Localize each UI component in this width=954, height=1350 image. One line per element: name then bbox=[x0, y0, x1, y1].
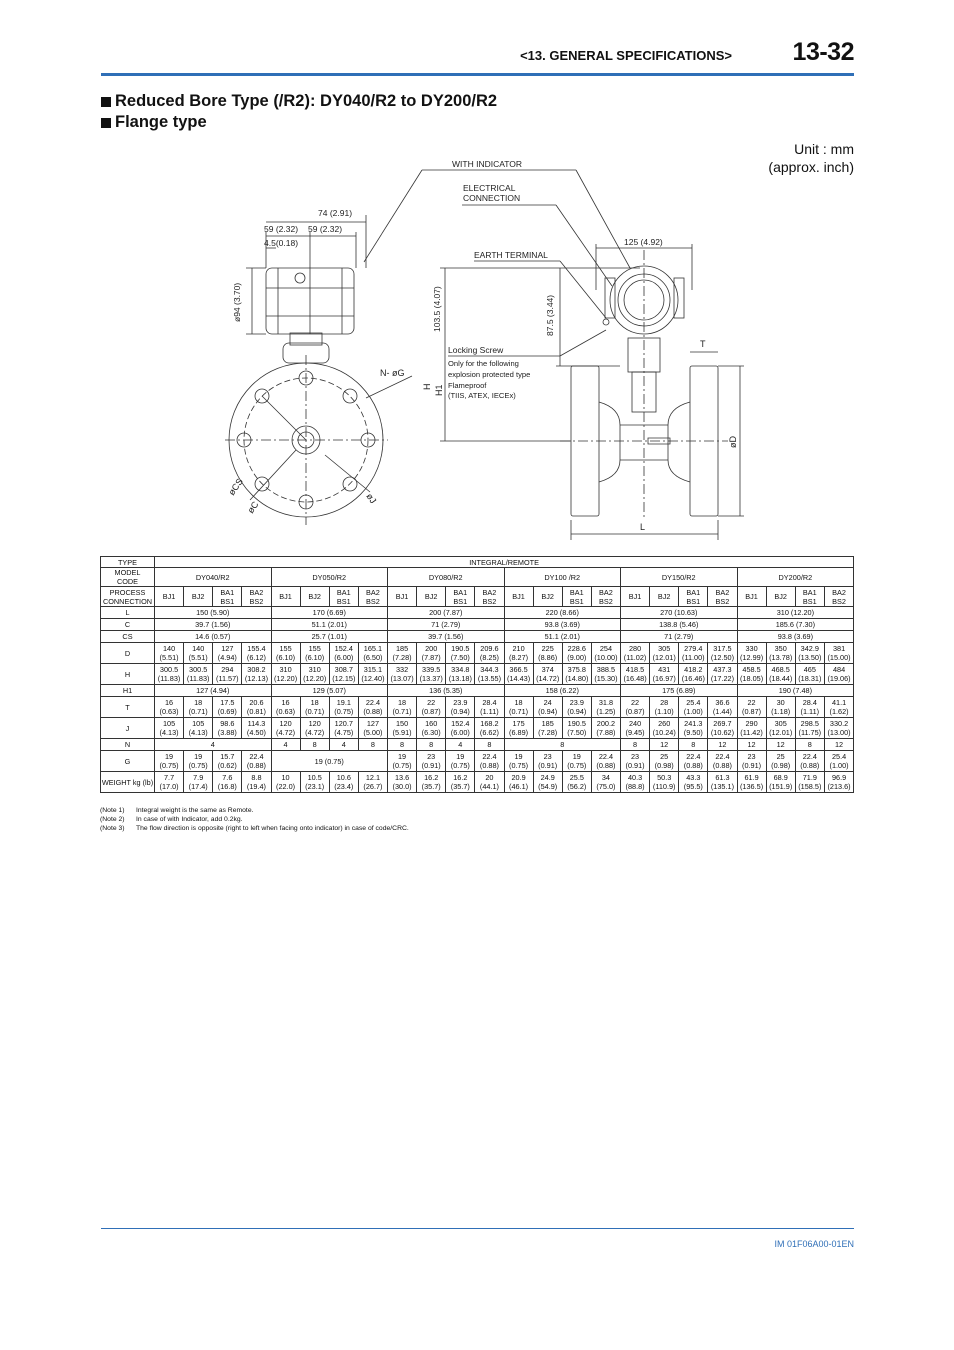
value-cell: 300.5 (11.83) bbox=[184, 664, 213, 685]
dim-125: 125 (4.92) bbox=[624, 237, 663, 247]
value-cell: 34 (75.0) bbox=[591, 772, 620, 793]
value-cell: 418.2 (16.46) bbox=[679, 664, 708, 685]
value-cell: 15.7 (0.62) bbox=[213, 751, 242, 772]
value-cell: 22 (0.87) bbox=[737, 697, 766, 718]
value-cell: 308.7 (12.15) bbox=[329, 664, 358, 685]
process-connection-cell: BJ2 bbox=[766, 587, 795, 607]
row-label: MODEL CODE bbox=[101, 568, 155, 587]
table-row bbox=[101, 664, 854, 685]
row-label: T bbox=[101, 697, 155, 718]
table-row bbox=[101, 607, 854, 619]
value-cell: 155 (6.10) bbox=[271, 643, 300, 664]
value-cell: 22.4 (0.88) bbox=[358, 697, 387, 718]
row-label: H bbox=[101, 664, 155, 685]
value-cell: 330 (12.99) bbox=[737, 643, 766, 664]
notes bbox=[100, 806, 409, 833]
table-row bbox=[101, 557, 854, 568]
value-cell: 22 (0.87) bbox=[621, 697, 650, 718]
value-cell: 140 (5.51) bbox=[184, 643, 213, 664]
model-header: DY050/R2 bbox=[271, 568, 388, 587]
value-cell: 20.9 (46.1) bbox=[504, 772, 533, 793]
value-cell: 28.4 (1.11) bbox=[795, 697, 824, 718]
unit-line: (approx. inch) bbox=[768, 159, 854, 175]
value-cell: 418.5 (16.48) bbox=[621, 664, 650, 685]
value-cell: 71.9 (158.5) bbox=[795, 772, 824, 793]
value-cell: 24 (0.94) bbox=[533, 697, 562, 718]
value-cell: 240 (9.45) bbox=[621, 718, 650, 739]
process-connection-cell: BA1 BS1 bbox=[329, 587, 358, 607]
value-cell: 279.4 (11.00) bbox=[679, 643, 708, 664]
value-cell: 120 (4.72) bbox=[300, 718, 329, 739]
value-cell: 294 (11.57) bbox=[213, 664, 242, 685]
value-cell: 41.1 (1.62) bbox=[824, 697, 853, 718]
value-cell: 8 bbox=[504, 739, 621, 751]
value-cell: 484 (19.06) bbox=[824, 664, 853, 685]
note-2: (Note 2) In case of with Indicator, add 0.2kg. bbox=[100, 816, 243, 823]
value-cell: 22.4 (0.88) bbox=[242, 751, 271, 772]
process-connection-cell: BJ1 bbox=[155, 587, 184, 607]
value-cell: 225 (8.86) bbox=[533, 643, 562, 664]
value-cell: 105 (4.13) bbox=[155, 718, 184, 739]
value-cell: 270 (10.63) bbox=[621, 607, 738, 619]
value-cell: 19 (0.75) bbox=[504, 751, 533, 772]
page-number: 13-32 bbox=[792, 38, 854, 66]
document-id: IM 01F06A00-01EN bbox=[774, 1239, 854, 1249]
row-label: H1 bbox=[101, 685, 155, 697]
value-cell: 158 (6.22) bbox=[504, 685, 621, 697]
value-cell: 12 bbox=[824, 739, 853, 751]
value-cell: 19 (0.75) bbox=[388, 751, 417, 772]
value-cell: 16 (0.63) bbox=[155, 697, 184, 718]
value-cell: 61.3 (135.1) bbox=[708, 772, 737, 793]
process-connection-cell: BJ1 bbox=[737, 587, 766, 607]
value-cell: 120.7 (4.75) bbox=[329, 718, 358, 739]
label-h: H bbox=[422, 383, 432, 390]
value-cell: 16.2 (35.7) bbox=[446, 772, 475, 793]
row-label: G bbox=[101, 751, 155, 772]
value-cell: 152.4 (6.00) bbox=[446, 718, 475, 739]
value-cell: 8 bbox=[358, 739, 387, 751]
value-cell: 190 (7.48) bbox=[737, 685, 854, 697]
process-connection-cell: BJ2 bbox=[417, 587, 446, 607]
value-cell: 350 (13.78) bbox=[766, 643, 795, 664]
value-cell: 339.5 (13.37) bbox=[417, 664, 446, 685]
value-cell: 129 (5.07) bbox=[271, 685, 388, 697]
value-cell: 19 (0.75) bbox=[155, 751, 184, 772]
value-cell: 22.4 (0.88) bbox=[795, 751, 824, 772]
dim-74: 74 (2.91) bbox=[318, 208, 353, 218]
model-header: DY080/R2 bbox=[388, 568, 505, 587]
row-label: J bbox=[101, 718, 155, 739]
dim-103: 103.5 (4.07) bbox=[432, 286, 442, 332]
value-cell: 254 (10.00) bbox=[591, 643, 620, 664]
value-cell: 98.6 (3.88) bbox=[213, 718, 242, 739]
value-cell: 210 (8.27) bbox=[504, 643, 533, 664]
value-cell: 51.1 (2.01) bbox=[504, 631, 621, 643]
value-cell: 374 (14.72) bbox=[533, 664, 562, 685]
table-row bbox=[101, 631, 854, 643]
value-cell: 68.9 (151.9) bbox=[766, 772, 795, 793]
value-cell: 105 (4.13) bbox=[184, 718, 213, 739]
process-connection-cell: BA1 BS1 bbox=[562, 587, 591, 607]
value-cell: 220 (8.66) bbox=[504, 607, 621, 619]
value-cell: 23 (0.91) bbox=[417, 751, 446, 772]
value-cell: 43.3 (95.5) bbox=[679, 772, 708, 793]
value-cell: 388.5 (15.30) bbox=[591, 664, 620, 685]
value-cell: 39.7 (1.56) bbox=[155, 619, 272, 631]
process-connection-cell: BJ1 bbox=[388, 587, 417, 607]
value-cell: 300.5 (11.83) bbox=[155, 664, 184, 685]
table-row bbox=[101, 685, 854, 697]
row-label: WEIGHT kg (lb) bbox=[101, 772, 155, 793]
value-cell: 185 (7.28) bbox=[533, 718, 562, 739]
process-connection-cell: BJ2 bbox=[650, 587, 679, 607]
value-cell: 22.4 (0.88) bbox=[708, 751, 737, 772]
value-cell: 127 (4.94) bbox=[213, 643, 242, 664]
value-cell: 51.1 (2.01) bbox=[271, 619, 388, 631]
value-cell: 190.5 (7.50) bbox=[446, 643, 475, 664]
heading-text: Reduced Bore Type (/R2): DY040/R2 to DY200/R2 bbox=[115, 92, 498, 110]
table-row bbox=[101, 739, 854, 751]
value-cell: 25.5 (56.2) bbox=[562, 772, 591, 793]
row-label: CS bbox=[101, 631, 155, 643]
value-cell: 16 (0.63) bbox=[271, 697, 300, 718]
value-cell: 18 (0.71) bbox=[184, 697, 213, 718]
value-cell: 437.3 (17.22) bbox=[708, 664, 737, 685]
value-cell: 25.7 (1.01) bbox=[271, 631, 388, 643]
bolt-hole bbox=[343, 389, 357, 403]
value-cell: 381 (15.00) bbox=[824, 643, 853, 664]
value-cell: 200 (7.87) bbox=[417, 643, 446, 664]
value-cell: 315.1 (12.40) bbox=[358, 664, 387, 685]
value-cell: 228.6 (9.00) bbox=[562, 643, 591, 664]
value-cell: 4 bbox=[446, 739, 475, 751]
table-row bbox=[101, 772, 854, 793]
label-t: T bbox=[700, 339, 706, 349]
row-label: PROCESS CONNECTION bbox=[101, 587, 155, 607]
value-cell: 28.4 (1.11) bbox=[475, 697, 504, 718]
value-cell: 25 (0.98) bbox=[766, 751, 795, 772]
label-c: øC bbox=[245, 499, 261, 516]
value-cell: 468.5 (18.44) bbox=[766, 664, 795, 685]
process-connection-cell: BA1 BS1 bbox=[213, 587, 242, 607]
value-cell: 209.6 (8.25) bbox=[475, 643, 504, 664]
value-cell: 7.6 (16.8) bbox=[213, 772, 242, 793]
value-cell: 19 (0.75) bbox=[446, 751, 475, 772]
value-cell: 19.1 (0.75) bbox=[329, 697, 358, 718]
table-row bbox=[101, 619, 854, 631]
value-cell: 8 bbox=[795, 739, 824, 751]
value-cell: 344.3 (13.55) bbox=[475, 664, 504, 685]
value-cell: 155 (6.10) bbox=[300, 643, 329, 664]
value-cell: 114.3 (4.50) bbox=[242, 718, 271, 739]
value-cell: 28 (1.10) bbox=[650, 697, 679, 718]
value-cell: 280 (11.02) bbox=[621, 643, 650, 664]
value-cell: 152.4 (6.00) bbox=[329, 643, 358, 664]
value-cell: 25 (0.98) bbox=[650, 751, 679, 772]
value-cell: 17.5 (0.69) bbox=[213, 697, 242, 718]
value-cell: 25.4 (1.00) bbox=[824, 751, 853, 772]
lock-note: (TIIS, ATEX, IECEx) bbox=[448, 391, 516, 400]
value-cell: 140 (5.51) bbox=[155, 643, 184, 664]
dimension-table bbox=[100, 556, 854, 793]
label-cs: øCS bbox=[226, 476, 245, 498]
row-label: D bbox=[101, 643, 155, 664]
value-cell: 93.8 (3.69) bbox=[737, 631, 854, 643]
process-connection-cell: BJ1 bbox=[504, 587, 533, 607]
process-connection-cell: BA1 BS1 bbox=[679, 587, 708, 607]
process-connection-cell: BJ2 bbox=[300, 587, 329, 607]
table-row bbox=[101, 718, 854, 739]
value-cell: 23.9 (0.94) bbox=[562, 697, 591, 718]
value-cell: 8 bbox=[621, 739, 650, 751]
value-cell: 366.5 (14.43) bbox=[504, 664, 533, 685]
note-1: (Note 1) Integral weight is the same as Remote. bbox=[100, 807, 254, 814]
process-connection-cell: BA2 BS2 bbox=[358, 587, 387, 607]
value-cell: 310 (12.20) bbox=[300, 664, 329, 685]
value-cell: 298.5 (11.75) bbox=[795, 718, 824, 739]
model-header: DY200/R2 bbox=[737, 568, 854, 587]
value-cell: 175 (6.89) bbox=[621, 685, 738, 697]
value-cell: 8 bbox=[679, 739, 708, 751]
table-row bbox=[101, 643, 854, 664]
value-cell: 12 bbox=[708, 739, 737, 751]
value-cell: 23 (0.91) bbox=[533, 751, 562, 772]
value-cell: 13.6 (30.0) bbox=[388, 772, 417, 793]
value-cell: 19 (0.75) bbox=[271, 751, 388, 772]
value-cell: 290 (11.42) bbox=[737, 718, 766, 739]
value-cell: 18 (0.71) bbox=[388, 697, 417, 718]
value-cell: 22.4 (0.88) bbox=[679, 751, 708, 772]
process-connection-cell: BJ1 bbox=[271, 587, 300, 607]
row-label: L bbox=[101, 607, 155, 619]
value-cell: 160 (6.30) bbox=[417, 718, 446, 739]
process-connection-cell: BJ2 bbox=[533, 587, 562, 607]
row-label: C bbox=[101, 619, 155, 631]
value-cell: 8 bbox=[475, 739, 504, 751]
lock-note: Only for the following bbox=[448, 359, 519, 368]
value-cell: 10.6 (23.4) bbox=[329, 772, 358, 793]
value-cell: 138.8 (5.46) bbox=[621, 619, 738, 631]
table-row bbox=[101, 568, 854, 587]
value-cell: 330.2 (13.00) bbox=[824, 718, 853, 739]
dim-87: 87.5 (3.44) bbox=[545, 294, 555, 336]
value-cell: 20.6 (0.81) bbox=[242, 697, 271, 718]
value-cell: 96.9 (213.6) bbox=[824, 772, 853, 793]
value-cell: 310 (12.20) bbox=[271, 664, 300, 685]
value-cell: 4 bbox=[155, 739, 272, 751]
note-3: (Note 3) The flow direction is opposite (right to left when facing onto indicator) in case of code/CRC. bbox=[100, 825, 409, 832]
process-connection-cell: BA2 BS2 bbox=[708, 587, 737, 607]
value-cell: 305 (12.01) bbox=[650, 643, 679, 664]
value-cell: 12 bbox=[737, 739, 766, 751]
value-cell: 308.2 (12.13) bbox=[242, 664, 271, 685]
value-cell: 4 bbox=[271, 739, 300, 751]
dim-59b: 59 (2.32) bbox=[308, 224, 343, 234]
label-n-g: N- øG bbox=[380, 368, 405, 378]
label-locking-screw: Locking Screw bbox=[448, 345, 504, 355]
value-cell: 24.9 (54.9) bbox=[533, 772, 562, 793]
value-cell: 175 (6.89) bbox=[504, 718, 533, 739]
value-cell: 165.1 (6.50) bbox=[358, 643, 387, 664]
value-cell: 40.3 (88.8) bbox=[621, 772, 650, 793]
process-connection-cell: BA2 BS2 bbox=[591, 587, 620, 607]
value-cell: 23 (0.91) bbox=[621, 751, 650, 772]
value-cell: 18 (0.71) bbox=[300, 697, 329, 718]
value-cell: 8.8 (19.4) bbox=[242, 772, 271, 793]
value-cell: 127 (4.94) bbox=[155, 685, 272, 697]
value-cell: 93.8 (3.69) bbox=[504, 619, 621, 631]
heading-text: Flange type bbox=[115, 113, 207, 131]
value-cell: 150 (5.91) bbox=[388, 718, 417, 739]
value-cell: 39.7 (1.56) bbox=[388, 631, 505, 643]
value-cell: 31.8 (1.25) bbox=[591, 697, 620, 718]
label-with-indicator: WITH INDICATOR bbox=[452, 159, 523, 169]
value-cell: 4 bbox=[329, 739, 358, 751]
value-cell: 20 (44.1) bbox=[475, 772, 504, 793]
dim-94: ø94 (3.70) bbox=[232, 282, 242, 322]
value-cell: 120 (4.72) bbox=[271, 718, 300, 739]
value-cell: 16.2 (35.7) bbox=[417, 772, 446, 793]
value-cell: 14.6 (0.57) bbox=[155, 631, 272, 643]
value-cell: 25.4 (1.00) bbox=[679, 697, 708, 718]
value-cell: 458.5 (18.05) bbox=[737, 664, 766, 685]
value-cell: 7.7 (17.0) bbox=[155, 772, 184, 793]
value-cell: 168.2 (6.62) bbox=[475, 718, 504, 739]
value-cell: 19 (0.75) bbox=[184, 751, 213, 772]
model-header: DY150/R2 bbox=[621, 568, 738, 587]
value-cell: 50.3 (110.9) bbox=[650, 772, 679, 793]
row-label: N bbox=[101, 739, 155, 751]
value-cell: 260 (10.24) bbox=[650, 718, 679, 739]
value-cell: 10.5 (23.1) bbox=[300, 772, 329, 793]
process-connection-cell: BJ2 bbox=[184, 587, 213, 607]
unit-line: Unit : mm bbox=[794, 141, 854, 157]
dim-4-5: 4.5(0.18) bbox=[264, 238, 299, 248]
value-cell: 7.9 (17.4) bbox=[184, 772, 213, 793]
value-cell: 71 (2.79) bbox=[621, 631, 738, 643]
value-cell: 332 (13.07) bbox=[388, 664, 417, 685]
row-label: TYPE bbox=[101, 557, 155, 568]
value-cell: 241.3 (9.50) bbox=[679, 718, 708, 739]
label-l: L bbox=[640, 522, 646, 532]
table-row bbox=[101, 587, 854, 607]
label-connection: CONNECTION bbox=[463, 193, 521, 203]
label-h1: H1 bbox=[434, 384, 444, 396]
value-cell: 431 (16.97) bbox=[650, 664, 679, 685]
value-cell: 23.9 (0.94) bbox=[446, 697, 475, 718]
value-cell: 71 (2.79) bbox=[388, 619, 505, 631]
value-cell: 185 (7.28) bbox=[388, 643, 417, 664]
lock-note: Flameproof bbox=[448, 381, 487, 390]
label-d: øD bbox=[728, 436, 738, 448]
value-cell: 150 (5.90) bbox=[155, 607, 272, 619]
label-earth-terminal: EARTH TERMINAL bbox=[474, 250, 548, 260]
table-row bbox=[101, 697, 854, 718]
value-cell: 200.2 (7.88) bbox=[591, 718, 620, 739]
value-cell: 190.5 (7.50) bbox=[562, 718, 591, 739]
value-cell: 317.5 (12.50) bbox=[708, 643, 737, 664]
value-cell: 30 (1.18) bbox=[766, 697, 795, 718]
value-cell: 22.4 (0.88) bbox=[591, 751, 620, 772]
process-connection-cell: BA2 BS2 bbox=[242, 587, 271, 607]
process-connection-cell: BJ1 bbox=[621, 587, 650, 607]
value-cell: 22 (0.87) bbox=[417, 697, 446, 718]
value-cell: 8 bbox=[388, 739, 417, 751]
value-cell: 23 (0.91) bbox=[737, 751, 766, 772]
value-cell: 12 bbox=[766, 739, 795, 751]
lock-note: explosion protected type bbox=[448, 370, 531, 379]
value-cell: 305 (12.01) bbox=[766, 718, 795, 739]
value-cell: 10 (22.0) bbox=[271, 772, 300, 793]
process-connection-cell: BA1 BS1 bbox=[446, 587, 475, 607]
value-cell: 185.6 (7.30) bbox=[737, 619, 854, 631]
value-cell: 200 (7.87) bbox=[388, 607, 505, 619]
process-connection-cell: BA2 BS2 bbox=[475, 587, 504, 607]
value-cell: 155.4 (6.12) bbox=[242, 643, 271, 664]
value-cell: 61.9 (136.5) bbox=[737, 772, 766, 793]
value-cell: 36.6 (1.44) bbox=[708, 697, 737, 718]
value-cell: 342.9 (13.50) bbox=[795, 643, 824, 664]
label-electrical: ELECTRICAL bbox=[463, 183, 516, 193]
value-cell: 12 bbox=[650, 739, 679, 751]
value-cell: 334.8 (13.18) bbox=[446, 664, 475, 685]
value-cell: 127 (5.00) bbox=[358, 718, 387, 739]
value-cell: 22.4 (0.88) bbox=[475, 751, 504, 772]
process-connection-cell: BA2 BS2 bbox=[824, 587, 853, 607]
value-cell: 269.7 (10.62) bbox=[708, 718, 737, 739]
value-cell: 136 (5.35) bbox=[388, 685, 505, 697]
table-row bbox=[101, 751, 854, 772]
footer-rule bbox=[101, 1228, 854, 1229]
value-cell: 375.8 (14.80) bbox=[562, 664, 591, 685]
value-cell: 12.1 (26.7) bbox=[358, 772, 387, 793]
value-cell: 170 (6.69) bbox=[271, 607, 388, 619]
value-cell: 310 (12.20) bbox=[737, 607, 854, 619]
value-cell: 8 bbox=[300, 739, 329, 751]
dimension-drawing bbox=[0, 0, 954, 550]
value-cell: 8 bbox=[417, 739, 446, 751]
label-j: øJ bbox=[364, 491, 379, 506]
model-header: DY100 /R2 bbox=[504, 568, 621, 587]
section-title: <13. GENERAL SPECIFICATIONS> bbox=[520, 48, 732, 63]
type-value: INTEGRAL/REMOTE bbox=[155, 557, 854, 568]
model-header: DY040/R2 bbox=[155, 568, 272, 587]
dim-59a: 59 (2.32) bbox=[264, 224, 299, 234]
value-cell: 18 (0.71) bbox=[504, 697, 533, 718]
value-cell: 465 (18.31) bbox=[795, 664, 824, 685]
value-cell: 19 (0.75) bbox=[562, 751, 591, 772]
process-connection-cell: BA1 BS1 bbox=[795, 587, 824, 607]
